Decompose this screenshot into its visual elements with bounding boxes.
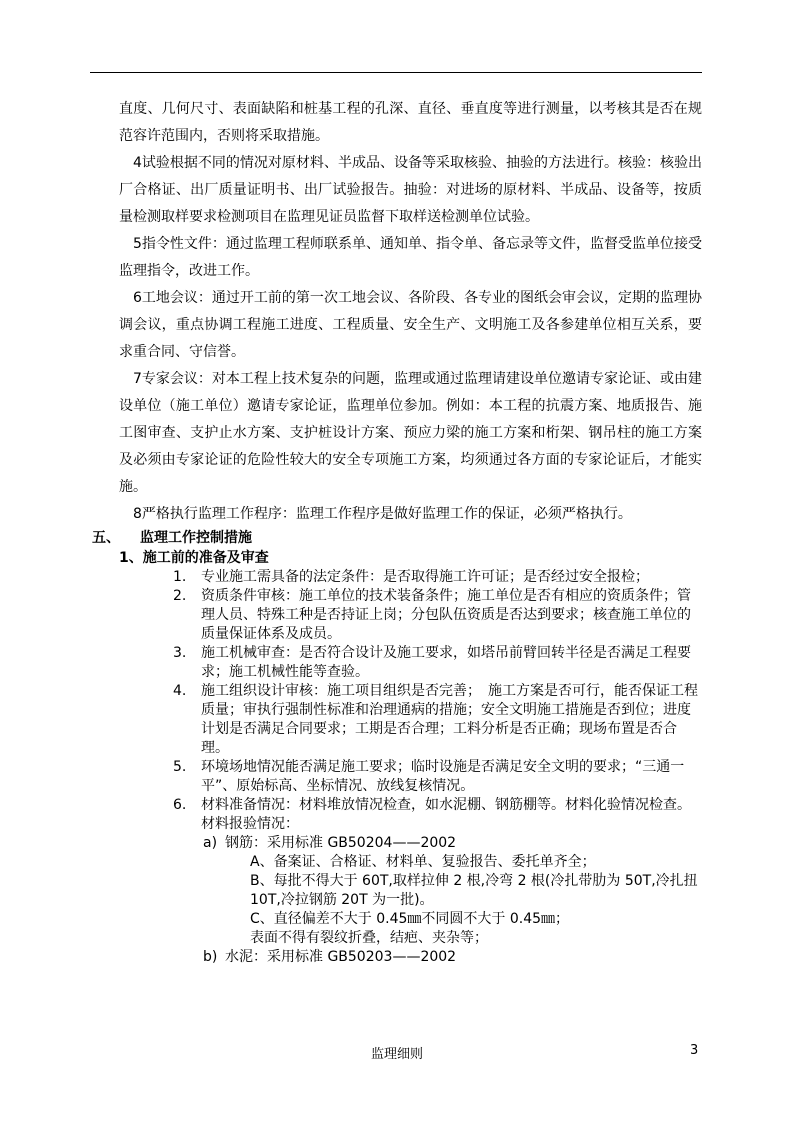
sub-item-a <box>203 834 702 853</box>
list-item <box>173 568 702 587</box>
list-text: 施工组织设计审核：施工项目组织是否完善； 施工方案是否可行，能否保证工程质量；审执行强制性标准和治理通病的措施；安全文明施工措施是否到位；进度计划是否满足合同要求；工期是否合理；工料分析是否正确；现场布置是否合理。 <box>201 683 698 756</box>
sub-detail-b: B、每批不得大于 60T,取样拉伸 2 根,冷弯 2 根(冷扎带肋为 50T,冷扎扭 10T,冷拉钢筋 20T 为一批)。 <box>250 873 698 908</box>
list-text: 专业施工需具备的法定条件：是否取得施工许可证；是否经过安全报检； <box>201 569 649 585</box>
subsection-heading-1: 1、施工前的准备及审查 <box>119 550 269 566</box>
list-item <box>173 644 702 682</box>
list-number: 5. <box>173 759 187 775</box>
paragraph-6: 8严格执行监理工作程序：监理工作程序是做好监理工作的保证，必须严格执行。 <box>133 506 632 522</box>
header-rule <box>90 72 702 73</box>
footer-title: 监理细则 <box>370 1047 423 1062</box>
sub-item-text: 钢筋：采用标准 GB50204——2002 <box>225 835 457 851</box>
sub-detail-a: A、备案证、合格证、材料单、复验报告、委托单齐全； <box>250 854 596 870</box>
list-text: 材料准备情况：材料堆放情况检查，如水泥棚、钢筋棚等。材料化验情况检查。材料报验情况： <box>201 797 691 832</box>
section-heading-5 <box>92 528 702 548</box>
paragraph-2: 4试验根据不同的情况对原材料、半成品、设备等采取核验、抽验的方法进行。核验：核验出厂合格证、出厂质量证明书、出厂试验报告。抽验：对进场的原材料、半成品、设备等，按质量检测取样要求检测项目在监理见证员监督下取样送检测单位试验。 <box>119 155 702 225</box>
section-title: 监理工作控制措施 <box>140 530 252 546</box>
page-number: 3 <box>690 1043 699 1058</box>
list-number: 3. <box>173 645 187 661</box>
list-text: 施工机械审查：是否符合设计及施工要求，如塔吊前臂回转半径是否满足工程要求；施工机械性能等查验。 <box>201 645 691 680</box>
list-number: 2. <box>173 588 187 604</box>
list-item <box>173 796 702 834</box>
document-body <box>92 96 702 967</box>
sub-detail-d: 表面不得有裂纹折叠，结疤、夹杂等； <box>250 930 488 946</box>
list-item <box>173 758 702 796</box>
section-number: 五、 <box>92 530 120 546</box>
list-item <box>173 682 702 758</box>
list-text: 资质条件审核：施工单位的技术装备条件；施工单位是否有相应的资质条件；管理人员、特殊工种是否持证上岗；分包队伍资质是否达到要求；核查施工单位的质量保证体系及成员。 <box>201 588 691 642</box>
list-number: 1. <box>173 569 187 585</box>
sub-item-text: 水泥：采用标准 GB50203——2002 <box>225 949 457 965</box>
sub-item-label: a) <box>203 835 218 851</box>
sub-item-b <box>203 948 702 967</box>
paragraph-4: 6工地会议：通过开工前的第一次工地会议、各阶段、各专业的图纸会审会议，定期的监理协调会议，重点协调工程施工进度、工程质量、安全生产、文明施工及各参建单位相互关系，要求重合同、守信誉。 <box>119 290 702 360</box>
list-item <box>173 587 702 644</box>
sub-item-label: b) <box>203 949 218 965</box>
list-number: 6. <box>173 797 187 813</box>
sub-detail-c: C、直径偏差不大于 0.45㎜不同圆不大于 0.45㎜； <box>250 911 570 927</box>
paragraph-3: 5指令性文件：通过监理工程师联系单、通知单、指令单、备忘录等文件，监督受监单位接受监理指令，改进工作。 <box>119 236 702 279</box>
paragraph-1: 直度、几何尺寸、表面缺陷和桩基工程的孔深、直径、垂直度等进行测量，以考核其是否在规范容许范围内，否则将采取措施。 <box>119 101 702 144</box>
paragraph-5: 7专家会议：对本工程上技术复杂的问题，监理或通过监理请建设单位邀请专家论证、或由建设单位（施工单位）邀请专家论证，监理单位参加。例如：本工程的抗震方案、地质报告、施工图审查、支护止水方案、支护桩设计方案、预应力梁的施工方案和桁架、钢吊柱的施工方案及必须由专家论证的危险性较大的安全专项施工方案，均须通过各方面的专家论证后，才能实施。 <box>119 371 702 495</box>
list-text: 环境场地情况能否满足施工要求；临时设施是否满足安全文明的要求；“三通一平”、原始标高、坐标情况、放线复核情况。 <box>201 759 685 794</box>
numbered-list <box>119 568 702 967</box>
list-number: 4. <box>173 683 187 699</box>
